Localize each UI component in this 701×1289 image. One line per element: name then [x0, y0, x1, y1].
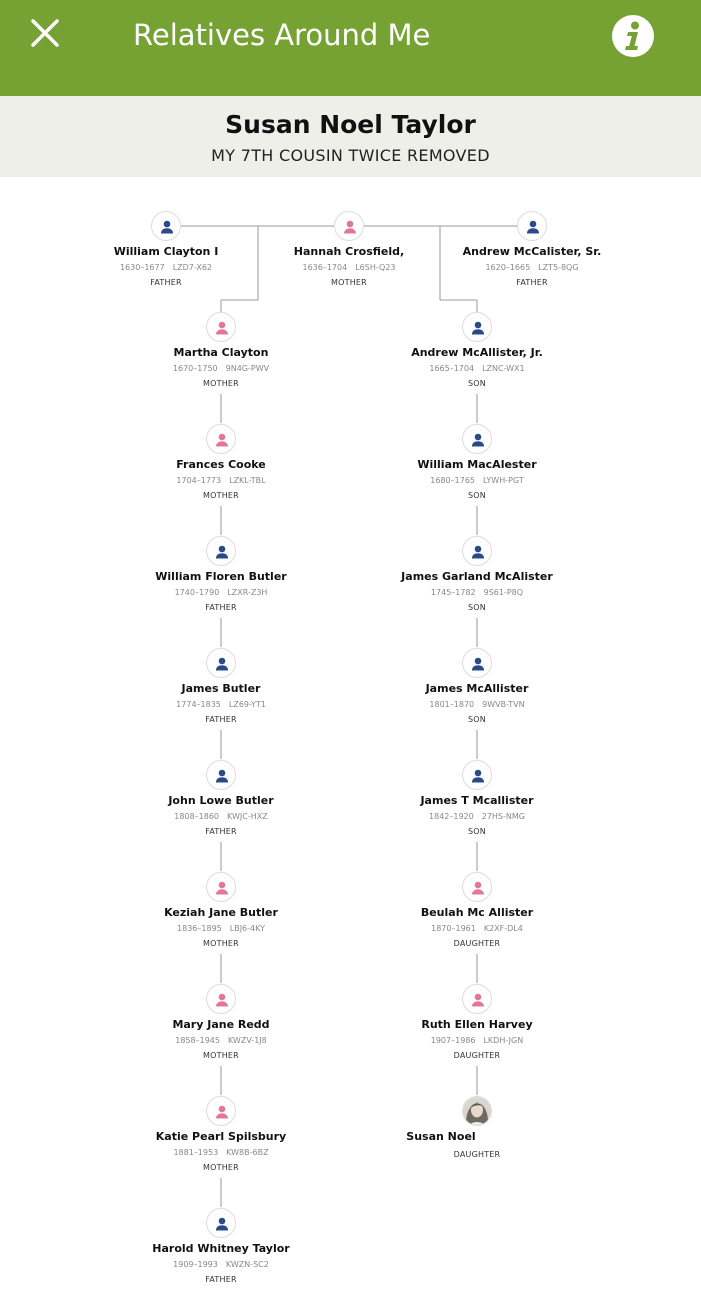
person-id: LZKL-TBL [229, 476, 266, 485]
person-id: KW8B-6BZ [226, 1148, 269, 1157]
person-role: MOTHER [203, 491, 239, 500]
person-details [347, 588, 607, 597]
person-id: LZT5-8QG [538, 263, 579, 272]
app-title: Relatives Around Me [133, 18, 431, 52]
male-person-icon [469, 767, 487, 785]
person-id: LZD7-X62 [172, 263, 213, 272]
female-person-icon [213, 991, 231, 1009]
male-person-icon [469, 431, 487, 449]
person-id: LZNC-WX1 [482, 364, 525, 373]
person-details [347, 1036, 607, 1045]
person-role: SON [468, 827, 486, 836]
person-avatar[interactable] [206, 984, 236, 1014]
person-avatar[interactable] [462, 984, 492, 1014]
male-person-icon [213, 767, 231, 785]
person-id: K2XF-DL4 [483, 924, 523, 933]
person-role: DAUGHTER [453, 1150, 501, 1159]
person-role: SON [468, 379, 486, 388]
person-avatar[interactable] [206, 648, 236, 678]
person-role: MOTHER [203, 1163, 239, 1172]
person-lifespan: 1670–1750 [172, 364, 218, 373]
person-avatar[interactable] [462, 536, 492, 566]
person-id: KWZN-SC2 [225, 1260, 269, 1269]
female-person-icon [469, 991, 487, 1009]
male-person-icon [469, 319, 487, 337]
person-details [347, 700, 607, 709]
person-avatar[interactable] [206, 760, 236, 790]
person-lifespan: 1881–1953 [173, 1148, 219, 1157]
person-lifespan: 1680–1765 [430, 476, 475, 485]
person-lifespan: 1907–1986 [430, 1036, 476, 1045]
person-avatar[interactable] [462, 312, 492, 342]
person-id: 27HS-NMG [481, 812, 525, 821]
person-avatar[interactable] [206, 536, 236, 566]
person-role: DAUGHTER [453, 1051, 501, 1060]
person-avatar[interactable] [462, 1096, 492, 1126]
person-role: MOTHER [203, 939, 239, 948]
person-role: FATHER [150, 278, 182, 287]
person-name[interactable]: William Floren Butler [155, 570, 287, 583]
person-name[interactable]: Keziah Jane Butler [164, 906, 278, 919]
person-details [402, 263, 662, 272]
person-details [91, 364, 351, 373]
person-lifespan: 1636–1704 [302, 263, 348, 272]
person-name[interactable]: William Clayton I [113, 245, 219, 258]
person-id: LYWH-PGT [483, 476, 524, 485]
female-person-icon [213, 319, 231, 337]
person-id: LBJ6-4KY [229, 924, 265, 933]
person-avatar[interactable] [206, 1096, 236, 1126]
person-id: LZ69-YT1 [228, 700, 266, 709]
person-lifespan: 1704–1773 [176, 476, 222, 485]
person-details [91, 1260, 351, 1269]
person-lifespan: 1740–1790 [174, 588, 220, 597]
person-details [347, 364, 607, 373]
person-avatar[interactable] [462, 648, 492, 678]
female-person-icon [213, 1103, 231, 1121]
person-id: 9N4G-PWV [225, 364, 270, 373]
person-name[interactable]: Martha Clayton [173, 346, 269, 359]
person-name[interactable]: Andrew McCalister, Sr. [462, 245, 602, 258]
female-person-icon [213, 431, 231, 449]
person-avatar[interactable] [517, 211, 547, 241]
female-person-icon [469, 879, 487, 897]
person-name[interactable]: Susan Noel [406, 1130, 476, 1143]
person-details [347, 476, 607, 485]
person-lifespan: 1665–1704 [429, 364, 475, 373]
person-role: FATHER [516, 278, 548, 287]
person-name[interactable]: Mary Jane Redd [172, 1018, 270, 1031]
male-person-icon [469, 655, 487, 673]
person-lifespan: 1870–1961 [431, 924, 476, 933]
person-name[interactable]: William MacAlester [417, 458, 537, 471]
person-role: MOTHER [203, 379, 239, 388]
person-role: SON [468, 715, 486, 724]
person-name[interactable]: James Butler [181, 682, 261, 695]
profile-photo-icon [462, 1096, 492, 1126]
person-avatar[interactable] [206, 872, 236, 902]
person-id: 9WVB-TVN [482, 700, 525, 709]
person-id: LKDH-JGN [483, 1036, 524, 1045]
person-details [91, 812, 351, 821]
person-details [347, 924, 607, 933]
subject-name: Susan Noel Taylor [225, 110, 476, 139]
person-role: MOTHER [203, 1051, 239, 1060]
person-details [91, 700, 351, 709]
person-avatar[interactable] [206, 312, 236, 342]
person-details [347, 812, 607, 821]
person-role: FATHER [205, 1275, 237, 1284]
person-lifespan: 1801–1870 [429, 700, 475, 709]
person-name[interactable]: Frances Cooke [176, 458, 266, 471]
person-avatar[interactable] [206, 1208, 236, 1238]
person-name[interactable]: James T Mcallister [420, 794, 534, 807]
person-avatar[interactable] [151, 211, 181, 241]
person-details [91, 924, 351, 933]
male-person-icon [524, 218, 542, 236]
person-role: FATHER [205, 715, 237, 724]
subject-relationship: MY 7TH COUSIN TWICE REMOVED [211, 146, 490, 165]
person-lifespan: 1909–1993 [173, 1260, 218, 1269]
person-name[interactable]: Harold Whitney Taylor [152, 1242, 290, 1255]
person-details [91, 588, 351, 597]
person-role: SON [468, 603, 486, 612]
person-lifespan: 1858–1945 [175, 1036, 220, 1045]
male-person-icon [469, 543, 487, 561]
person-role: FATHER [205, 603, 237, 612]
person-avatar[interactable] [206, 424, 236, 454]
person-lifespan: 1842–1920 [429, 812, 474, 821]
person-role: SON [468, 491, 486, 500]
person-avatar[interactable] [462, 760, 492, 790]
male-person-icon [213, 1215, 231, 1233]
female-person-icon [341, 218, 359, 236]
person-role: FATHER [205, 827, 237, 836]
person-lifespan: 1630–1677 [119, 263, 165, 272]
person-name[interactable]: Andrew McAllister, Jr. [411, 346, 543, 359]
person-name[interactable]: Katie Pearl Spilsbury [155, 1130, 287, 1143]
person-id: KWJC-HXZ [227, 812, 268, 821]
person-name[interactable]: Ruth Ellen Harvey [421, 1018, 533, 1031]
person-name[interactable]: John Lowe Butler [168, 794, 274, 807]
person-name[interactable]: Beulah Mc Allister [420, 906, 534, 919]
person-id: L6SH-Q23 [355, 263, 396, 272]
female-person-icon [213, 879, 231, 897]
person-lifespan: 1745–1782 [430, 588, 476, 597]
person-details [91, 1036, 351, 1045]
person-role: DAUGHTER [453, 939, 501, 948]
person-name[interactable]: Hannah Crosfield, [293, 245, 405, 258]
person-lifespan: 1836–1895 [177, 924, 222, 933]
person-id: KWZV-1J8 [227, 1036, 267, 1045]
person-avatar[interactable] [462, 872, 492, 902]
person-details [91, 1148, 351, 1157]
person-avatar[interactable] [334, 211, 364, 241]
person-lifespan: 1620–1665 [485, 263, 531, 272]
male-person-icon [213, 543, 231, 561]
person-role: MOTHER [331, 278, 367, 287]
person-details [91, 476, 351, 485]
person-name[interactable]: James Garland McAlister [401, 570, 553, 583]
person-avatar[interactable] [462, 424, 492, 454]
person-lifespan: 1808–1860 [174, 812, 220, 821]
male-person-icon [213, 655, 231, 673]
person-id: 9S61-P8Q [483, 588, 524, 597]
person-id: LZXR-Z3H [227, 588, 268, 597]
person-lifespan: 1774–1835 [176, 700, 221, 709]
person-name[interactable]: James McAllister [425, 682, 529, 695]
male-person-icon [158, 218, 176, 236]
